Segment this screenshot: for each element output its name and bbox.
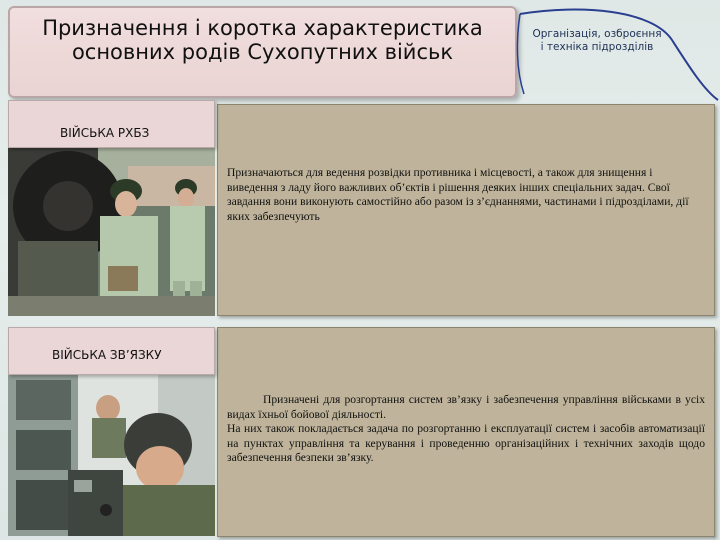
curve-decoration — [512, 0, 720, 112]
signal-photo — [8, 370, 215, 536]
section-label-rchbz: ВІЙСЬКА РХБЗ — [60, 126, 150, 140]
section-description-signal — [227, 393, 705, 466]
page-title: Призначення і коротка характеристика основних родів Сухопутних військ — [42, 16, 483, 64]
rchbz-photo — [8, 146, 215, 316]
title-box — [8, 6, 517, 98]
description-text: На них також покладається задача по розгортанню і експлуатації систем і засобів автоматизації на пунктах управління та керування і проведенню організаційних і технічних заходів щодо забезпечення безпеки зв’язку. — [227, 422, 705, 464]
description-text: Призначені для розгортання систем зв’язку і забезпечення управління військами в усіх видах їхньої бойової діяльності. — [227, 393, 705, 421]
description-text: Призначаються для ведення розвідки противника і місцевості, а також для знищення і виведення з ладу його важливих об’єктів і рішення деяких інших спеціальних задач. Свої завдання вони виконують самостійно або разом із з’єднаннями, частинами і підрозділами, дії яких забезпечують — [227, 166, 689, 223]
section-label-signal: ВІЙСЬКА ЗВ’ЯЗКУ — [52, 348, 162, 362]
section-label-box — [8, 100, 215, 148]
org-badge — [512, 0, 720, 112]
section-description-rchbz — [227, 166, 705, 224]
org-badge-text: Організація, озброєння і техніка підрозділів — [532, 28, 662, 53]
